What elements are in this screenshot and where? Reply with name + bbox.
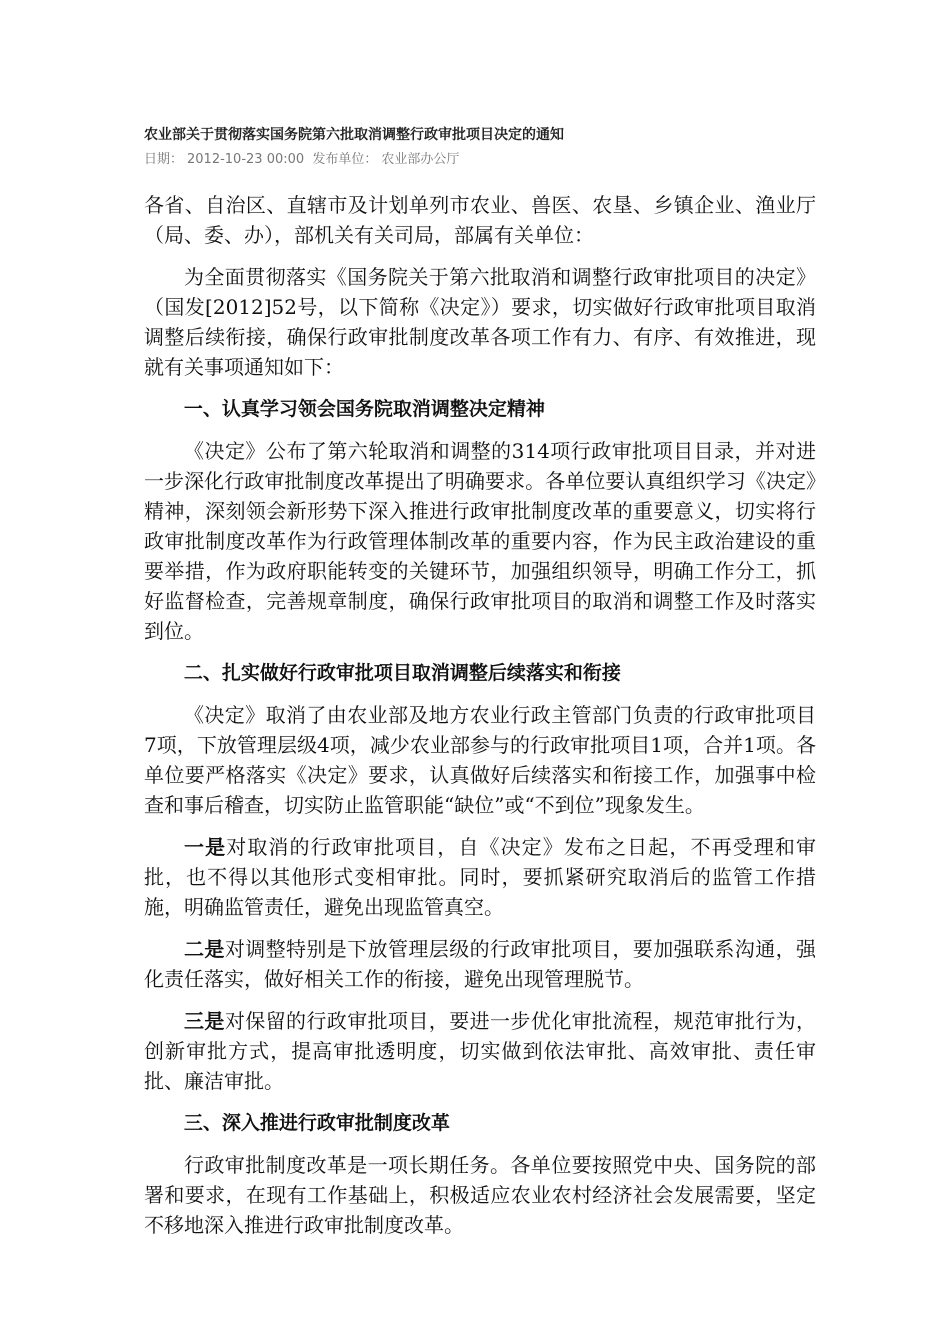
section-heading-2: 二、扎实做好行政审批项目取消调整后续落实和衔接 [183,662,621,684]
list-item-3 [144,1006,816,1096]
item-text-2: 对调整特别是下放管理层级的行政审批项目，要加强联系沟通，强化责任落实，做好相关工作的衔接，避免出现管理脱节。 [144,937,817,991]
section-paragraph-1: 《决定》公布了第六轮取消和调整的314项行政审批项目目录，并对进一步深化行政审批制度改革提出了明确要求。各单位要认真组织学习《决定》精神，深刻领会新形势下深入推进行政审批制度改革的重要意义，切实将行政审批制度改革作为行政管理体制改革的重要内容，作为民主政治建设的重要举措，作为政府职能转变的关键环节，加强组织领导，明确工作分工，抓好监督检查，完善规章制度，确保行政审批项目的取消和调整工作及时落实到位。 [144,439,816,643]
item-lead-1: 一是 [184,835,227,859]
publisher: 农业部办公厅 [381,152,460,167]
list-item-1 [144,832,816,922]
publish-date: 2012-10-23 00:00 [187,152,305,167]
document-body [144,190,816,1252]
publisher-label: 发布单位： [312,152,378,167]
item-lead-2: 二是 [184,937,225,961]
date-label: 日期： [144,152,184,167]
item-text-1: 对取消的行政审批项目，自《决定》发布之日起，不再受理和审批，也不得以其他形式变相审批。同时，要抓紧研究取消后的监管工作措施，明确监管责任，避免出现监管真空。 [144,835,817,919]
item-lead-3: 三是 [184,1009,225,1033]
intro-paragraph: 为全面贯彻落实《国务院关于第六批取消和调整行政审批项目的决定》（国发[2012]52号，以下简称《决定》）要求，切实做好行政审批项目取消调整后续衔接，确保行政审批制度改革各项工作有力、有序、有效推进，现就有关事项通知如下： [144,265,816,379]
salutation: 各省、自治区、直辖市及计划单列市农业、兽医、农垦、乡镇企业、渔业厅（局、委、办），部机关有关司局，部属有关单位： [144,193,816,247]
section-paragraph-3: 行政审批制度改革是一项长期任务。各单位要按照党中央、国务院的部署和要求，在现有工作基础上，积极适应农业农村经济社会发展需要，坚定不移地深入推进行政审批制度改革。 [144,1153,816,1237]
document-title: 农业部关于贯彻落实国务院第六批取消调整行政审批项目决定的通知 [144,127,564,143]
item-text-3: 对保留的行政审批项目，要进一步优化审批流程，规范审批行为，创新审批方式，提高审批透明度，切实做到依法审批、高效审批、责任审批、廉洁审批。 [144,1009,817,1093]
list-item-2 [144,934,816,994]
section-heading-1: 一、认真学习领会国务院取消调整决定精神 [183,398,545,420]
section-heading-3: 三、深入推进行政审批制度改革 [183,1112,450,1134]
document-meta [144,150,463,170]
section-paragraph-2: 《决定》取消了由农业部及地方农业行政主管部门负责的行政审批项目7项，下放管理层级4项，减少农业部参与的行政审批项目1项，合并1项。各单位要严格落实《决定》要求，认真做好后续落实和衔接工作，加强事中检查和事后稽查，切实防止监管职能“缺位”或“不到位”现象发生。 [144,703,816,817]
